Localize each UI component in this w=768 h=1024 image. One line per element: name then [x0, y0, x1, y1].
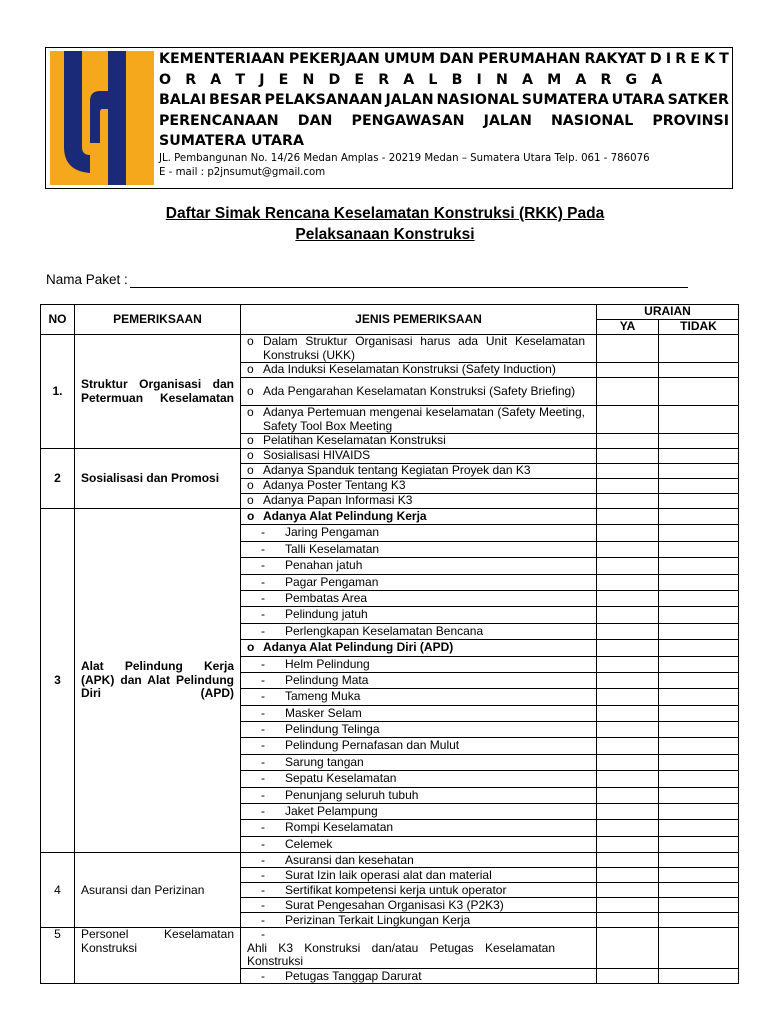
tidak-check-cell[interactable] [659, 449, 739, 464]
ya-check-cell[interactable] [597, 494, 659, 509]
check-item [241, 406, 597, 434]
ya-check-cell[interactable] [597, 558, 659, 574]
header-word: R [675, 51, 687, 67]
dash-bullet: - [261, 820, 265, 835]
dash-bullet: - [261, 558, 265, 573]
section-title: Sosialisasi dan Promosi [75, 449, 241, 509]
check-item-text: Talli Keselamatan [285, 541, 380, 556]
header-ya: YA [597, 320, 659, 335]
dash-bullet: - [261, 689, 265, 704]
ya-check-cell[interactable] [597, 787, 659, 803]
header-word: KEMENTERIAAN [159, 51, 285, 67]
check-item-text: Tameng Muka [285, 689, 361, 704]
dash-bullet: - [261, 897, 265, 912]
header-line-2: O R A T J E N D E R A L B I N A M A R G A [159, 71, 667, 88]
header-uraian: URAIAN [597, 305, 739, 320]
ya-check-cell[interactable] [597, 883, 659, 898]
dash-bullet: - [261, 804, 265, 819]
dash-bullet: - [261, 574, 265, 589]
check-item [241, 525, 597, 541]
check-item [241, 541, 597, 557]
ya-check-cell[interactable] [597, 434, 659, 449]
ya-check-cell[interactable] [597, 509, 659, 525]
letterhead-text [159, 49, 729, 180]
dash-bullet: - [261, 771, 265, 786]
check-item [241, 754, 597, 770]
tidak-check-cell[interactable] [659, 464, 739, 479]
header-line-1 [159, 49, 729, 70]
check-item-text: Masker Selam [285, 705, 362, 720]
tidak-check-cell[interactable] [659, 913, 739, 928]
header-word: D [649, 51, 662, 67]
dash-bullet: - [261, 525, 265, 540]
section-number: 1. [41, 335, 75, 449]
circle-bullet: o [247, 448, 254, 463]
check-item-text: Adanya Alat Pelindung Diri (APD) [263, 640, 454, 655]
nama-paket [46, 272, 688, 288]
tidak-check-cell[interactable] [659, 722, 739, 738]
tidak-check-cell[interactable] [659, 883, 739, 898]
ya-check-cell[interactable] [597, 378, 659, 406]
checklist-body [41, 335, 739, 984]
tidak-check-cell[interactable] [659, 541, 739, 557]
title-line-2: Pelaksanaan Konstruksi [295, 226, 475, 243]
tidak-check-cell[interactable] [659, 623, 739, 639]
check-item [241, 623, 597, 639]
ya-check-cell[interactable] [597, 656, 659, 672]
check-item [241, 820, 597, 836]
dash-bullet: - [261, 656, 265, 671]
tidak-check-cell[interactable] [659, 705, 739, 721]
tidak-check-cell[interactable] [659, 479, 739, 494]
check-item [241, 509, 597, 525]
check-item-text: Jaring Pengaman [285, 525, 380, 540]
header-word: NASIONAL [550, 112, 634, 129]
ya-check-cell[interactable] [597, 722, 659, 738]
circle-bullet: o [247, 493, 254, 508]
ya-check-cell[interactable] [597, 836, 659, 852]
check-item-text: Dalam Struktur Organisasi harus ada Unit Keselamatan Konstruksi (UKK) [263, 334, 585, 362]
check-item [241, 722, 597, 738]
header-word: JALAN [385, 92, 434, 109]
check-item-text: Pelatihan Keselamatan Konstruksi [263, 433, 446, 448]
tidak-check-cell[interactable] [659, 607, 739, 623]
check-item-text: Surat Izin laik operasi alat dan material [285, 867, 492, 882]
dash-bullet: - [261, 912, 265, 927]
ya-check-cell[interactable] [597, 771, 659, 787]
tidak-check-cell[interactable] [659, 689, 739, 705]
check-item [241, 672, 597, 688]
circle-bullet: o [247, 433, 254, 448]
header-word: BALAI [159, 92, 207, 109]
dash-bullet: - [261, 852, 265, 867]
header-jenis: JENIS PEMERIKSAAN [241, 305, 597, 335]
header-word: JALAN [483, 112, 532, 129]
header-word: E [690, 51, 700, 67]
ya-check-cell[interactable] [597, 689, 659, 705]
letterhead [45, 47, 733, 189]
dash-bullet: - [261, 672, 265, 687]
check-item [241, 607, 597, 623]
table-row [41, 928, 739, 969]
ya-check-cell[interactable] [597, 754, 659, 770]
check-item-text: Pelindung Telinga [285, 722, 380, 737]
circle-bullet: o [247, 362, 254, 377]
dash-bullet: - [261, 705, 265, 720]
check-item [241, 853, 597, 868]
ya-check-cell[interactable] [597, 928, 659, 969]
document-title [60, 203, 710, 245]
check-item [241, 640, 597, 656]
dash-bullet: - [261, 590, 265, 605]
tidak-check-cell[interactable] [659, 804, 739, 820]
section-title: Struktur Organisasi dan Petermuan Keselamatan [75, 335, 241, 449]
header-word: BESAR [209, 92, 262, 109]
tidak-check-cell[interactable] [659, 672, 739, 688]
check-item-text: Celemek [285, 836, 333, 851]
tidak-check-cell[interactable] [659, 898, 739, 913]
check-item-text: Adanya Spanduk tentang Kegiatan Proyek dan K3 [263, 463, 531, 478]
ya-check-cell[interactable] [597, 541, 659, 557]
nama-paket-label: Nama Paket : [46, 272, 128, 287]
ya-check-cell[interactable] [597, 525, 659, 541]
check-item [241, 558, 597, 574]
check-item [241, 479, 597, 494]
nama-paket-field[interactable] [130, 272, 688, 288]
dash-bullet: - [261, 927, 265, 942]
header-word: NASIONAL [436, 92, 519, 109]
check-item-text: Helm Pelindung [285, 656, 370, 671]
check-item-text: Surat Pengesahan Organisasi K3 (P2K3) [285, 897, 504, 912]
check-item-text: Sepatu Keselamatan [285, 771, 397, 786]
check-item-text: Adanya Alat Pelindung Kerja [263, 508, 427, 523]
header-address: JL. Pembangunan No. 14/26 Medan Amplas - 20219 Medan – Sumatera Utara Telp. 061 - 786076 [159, 152, 650, 164]
header-word: PENGAWASAN [351, 112, 465, 129]
section-title: Personel Keselamatan Konstruksi [75, 928, 241, 984]
header-word: UTARA [611, 92, 665, 109]
tidak-check-cell[interactable] [659, 738, 739, 754]
check-item [241, 363, 597, 378]
check-item-text: Penunjang seluruh tubuh [285, 787, 419, 802]
tidak-check-cell[interactable] [659, 335, 739, 363]
ya-check-cell[interactable] [597, 449, 659, 464]
header-word: RAKYAT [584, 51, 646, 67]
tidak-check-cell[interactable] [659, 494, 739, 509]
dash-bullet: - [261, 722, 265, 737]
tidak-check-cell[interactable] [659, 378, 739, 406]
dash-bullet: - [261, 738, 265, 753]
check-item [241, 590, 597, 606]
check-item [241, 464, 597, 479]
check-item [241, 378, 597, 406]
circle-bullet: o [247, 334, 254, 349]
tidak-check-cell[interactable] [659, 820, 739, 836]
check-item-text: Pelindung Mata [285, 672, 369, 687]
dash-bullet: - [261, 836, 265, 851]
circle-bullet: o [247, 463, 254, 478]
table-row [41, 509, 739, 525]
tidak-check-cell[interactable] [659, 868, 739, 883]
check-item-text: Ada Induksi Keselamatan Konstruksi (Safety Induction) [263, 362, 556, 377]
tidak-check-cell[interactable] [659, 640, 739, 656]
table-row [41, 853, 739, 868]
check-item [241, 705, 597, 721]
ya-check-cell[interactable] [597, 913, 659, 928]
title-line-1: Daftar Simak Rencana Keselamatan Konstruksi (RKK) Pada [165, 205, 605, 222]
ya-check-cell[interactable] [597, 406, 659, 434]
check-item [241, 836, 597, 852]
header-line-4 [159, 111, 729, 132]
dash-bullet: - [261, 787, 265, 802]
check-item [241, 335, 597, 363]
check-item [241, 494, 597, 509]
circle-bullet: o [247, 508, 255, 523]
check-item-text: Sosialisasi HIVAIDS [263, 448, 371, 463]
header-word: SATKER [667, 92, 729, 109]
check-item-text: Sarung tangan [285, 754, 364, 769]
tidak-check-cell[interactable] [659, 969, 739, 984]
tidak-check-cell[interactable] [659, 836, 739, 852]
check-item-text: Pagar Pengaman [285, 574, 379, 589]
check-item [241, 969, 597, 984]
header-word: PELAKSANAAN [264, 92, 383, 109]
check-item-text: Rompi Keselamatan [285, 820, 394, 835]
check-item-text: Ahli K3 Konstruksi dan/atau Petugas Keselamatan Konstruksi [247, 940, 555, 969]
ya-check-cell[interactable] [597, 738, 659, 754]
section-number: 2 [41, 449, 75, 509]
check-item-text: Adanya Pertemuan mengenai keselamatan (Safety Meeting, Safety Tool Box Meeting [263, 405, 585, 433]
header-word: PERUMAHAN [477, 51, 581, 67]
table-row [41, 449, 739, 464]
circle-bullet: o [247, 640, 255, 655]
tidak-check-cell[interactable] [659, 853, 739, 868]
check-item-text: Jaket Pelampung [285, 804, 378, 819]
header-word: DAN [439, 51, 474, 67]
check-item-text: Pembatas Area [285, 590, 368, 605]
ya-check-cell[interactable] [597, 623, 659, 639]
header-word: DAN [297, 112, 333, 129]
check-item-text: Perlengkapan Keselamatan Bencana [285, 623, 484, 638]
tidak-check-cell[interactable] [659, 771, 739, 787]
check-item [241, 738, 597, 754]
tidak-check-cell[interactable] [659, 434, 739, 449]
check-item [241, 883, 597, 898]
check-item [241, 771, 597, 787]
dash-bullet: - [261, 541, 265, 556]
ya-check-cell[interactable] [597, 898, 659, 913]
tidak-check-cell[interactable] [659, 928, 739, 969]
ya-check-cell[interactable] [597, 640, 659, 656]
check-item-text: Sertifikat kompetensi kerja untuk operator [285, 882, 507, 897]
check-item [241, 787, 597, 803]
dash-bullet: - [261, 607, 265, 622]
ya-check-cell[interactable] [597, 853, 659, 868]
section-title: Asuransi dan Perizinan [75, 853, 241, 928]
tidak-check-cell[interactable] [659, 574, 739, 590]
check-item-text: Penahan jatuh [285, 558, 363, 573]
check-item-text: Adanya Papan Informasi K3 [263, 493, 413, 508]
ya-check-cell[interactable] [597, 820, 659, 836]
ya-check-cell[interactable] [597, 868, 659, 883]
check-item [241, 804, 597, 820]
dash-bullet: - [261, 867, 265, 882]
ya-check-cell[interactable] [597, 705, 659, 721]
tidak-check-cell[interactable] [659, 363, 739, 378]
check-item [241, 449, 597, 464]
circle-bullet: o [247, 478, 254, 493]
header-word: I [665, 51, 672, 67]
header-line-5: SUMATERA UTARA [159, 133, 304, 150]
tidak-check-cell[interactable] [659, 590, 739, 606]
dash-bullet: - [261, 968, 265, 983]
ya-check-cell[interactable] [597, 969, 659, 984]
ya-check-cell[interactable] [597, 335, 659, 363]
section-number: 4 [41, 853, 75, 928]
header-email: E - mail : p2jnsumut@gmail.com [159, 166, 326, 178]
check-item-text: Ada Pengarahan Keselamatan Konstruksi (Safety Briefing) [263, 383, 576, 398]
check-item-text: Pelindung Pernafasan dan Mulut [285, 738, 460, 753]
pupr-logo-icon [50, 51, 154, 185]
check-item [241, 913, 597, 928]
check-item [241, 574, 597, 590]
ya-check-cell[interactable] [597, 363, 659, 378]
header-word: K [704, 51, 716, 67]
check-item-text: Adanya Poster Tentang K3 [263, 478, 406, 493]
check-item [241, 898, 597, 913]
check-item [241, 434, 597, 449]
check-item [241, 928, 597, 969]
header-word: PERENCANAAN [159, 112, 279, 129]
tidak-check-cell[interactable] [659, 754, 739, 770]
tidak-check-cell[interactable] [659, 656, 739, 672]
section-title: Alat Pelindung Kerja (APK) dan Alat Pelindung Diri (APD) [75, 509, 241, 853]
header-word: PROVINSI [652, 112, 729, 129]
ya-check-cell[interactable] [597, 574, 659, 590]
header-no: NO [41, 305, 75, 335]
check-item-text: Petugas Tanggap Darurat [285, 968, 422, 983]
check-item-text: Asuransi dan kesehatan [285, 852, 414, 867]
check-item [241, 656, 597, 672]
tidak-check-cell[interactable] [659, 787, 739, 803]
ya-check-cell[interactable] [597, 464, 659, 479]
ya-check-cell[interactable] [597, 672, 659, 688]
tidak-check-cell[interactable] [659, 406, 739, 434]
check-item [241, 689, 597, 705]
check-item-text: Perizinan Terkait Lingkungan Kerja [285, 912, 471, 927]
ya-check-cell[interactable] [597, 479, 659, 494]
header-word: PEKERJAAN [288, 51, 380, 67]
tidak-check-cell[interactable] [659, 558, 739, 574]
dash-bullet: - [261, 882, 265, 897]
circle-bullet: o [247, 405, 254, 420]
checklist-table [40, 304, 739, 984]
header-word: UMUM [383, 51, 436, 67]
table-row [41, 335, 739, 363]
header-line-3 [159, 90, 729, 111]
header-word: T [719, 51, 729, 67]
header-pemeriksaan: PEMERIKSAAN [75, 305, 241, 335]
check-item [241, 868, 597, 883]
ya-check-cell[interactable] [597, 607, 659, 623]
dash-bullet: - [261, 754, 265, 769]
tidak-check-cell[interactable] [659, 509, 739, 525]
section-number: 3 [41, 509, 75, 853]
header-word: SUMATERA [521, 92, 609, 109]
ya-check-cell[interactable] [597, 804, 659, 820]
dash-bullet: - [261, 623, 265, 638]
section-number: 5 [41, 928, 75, 984]
header-tidak: TIDAK [659, 320, 739, 335]
tidak-check-cell[interactable] [659, 525, 739, 541]
check-item-text: Pelindung jatuh [285, 607, 368, 622]
circle-bullet: o [247, 383, 254, 398]
ya-check-cell[interactable] [597, 590, 659, 606]
